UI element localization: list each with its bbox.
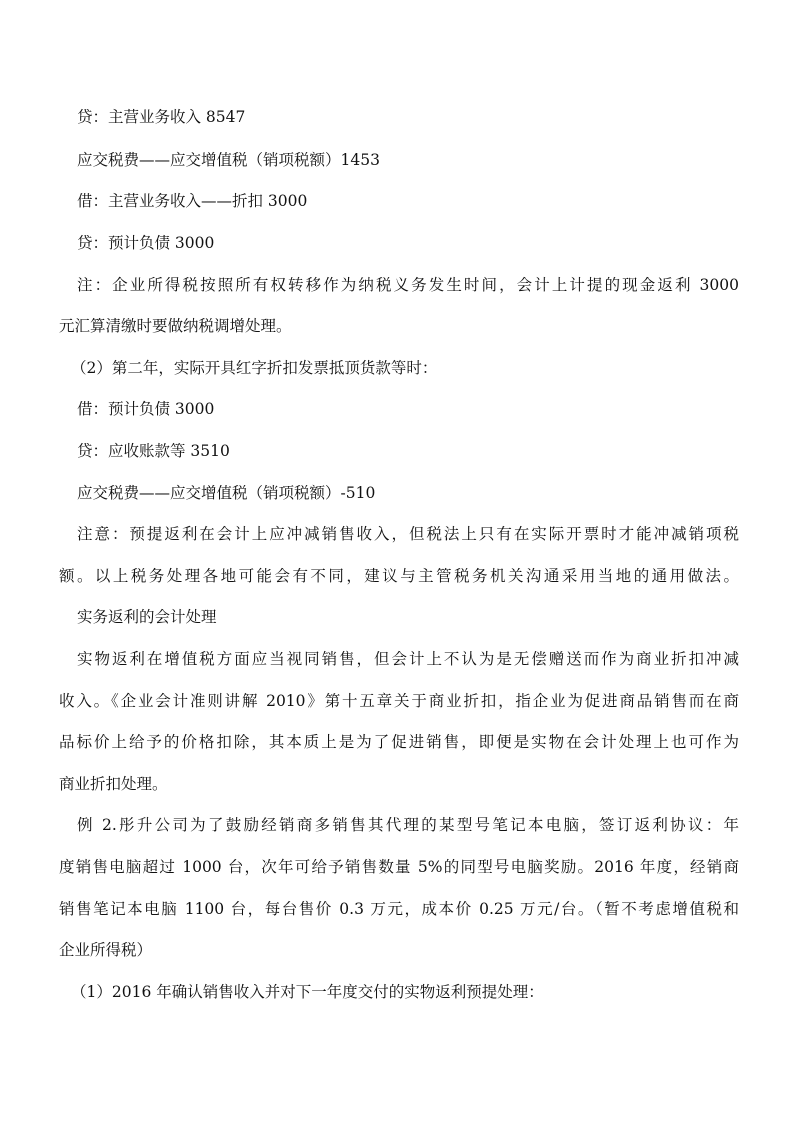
example-paragraph-line: 销售笔记本电脑 1100 台，每台售价 0.3 万元，成本价 0.25 万元/台。（暂不考虑增值税和 — [59, 900, 739, 918]
attention-paragraph-line: 注意：预提返利在会计上应冲减销售收入，但税法上只有在实际开票时才能冲减销项税 — [77, 525, 739, 543]
note-paragraph-line: 元汇算清缴时要做纳税调增处理。 — [59, 317, 292, 335]
attention-paragraph-line: 额。以上税务处理各地可能会有不同，建议与主管税务机关沟通采用当地的通用做法。 — [59, 567, 739, 585]
step-2-heading: （2）第二年，实际开具红字折扣发票抵顶货款等时： — [71, 359, 438, 377]
journal-entry-credit-revenue: 贷：主营业务收入 8547 — [77, 108, 246, 126]
journal-entry-output-vat: 应交税费——应交增值税（销项税额）1453 — [77, 151, 380, 169]
body-paragraph-line: 实物返利在增值税方面应当视同销售，但会计上不认为是无偿赠送而作为商业折扣冲减 — [77, 650, 739, 668]
example-paragraph-line: 度销售电脑超过 1000 台，次年可给予销售数量 5%的同型号电脑奖励。2016 年度，经销商 — [59, 858, 739, 876]
section-heading: 实务返利的会计处理 — [77, 608, 217, 626]
journal-entry-credit-receivable: 贷：应收账款等 3510 — [77, 442, 230, 460]
example-paragraph-line: 例 2.彤升公司为了鼓励经销商多销售其代理的某型号笔记本电脑，签订返利协议：年 — [77, 816, 739, 834]
body-paragraph-line: 品标价上给予的价格扣除，其本质上是为了促进销售，即便是实物在会计处理上也可作为 — [59, 733, 739, 751]
body-paragraph-line: 商业折扣处理。 — [59, 775, 168, 793]
journal-entry-debit-discount: 借：主营业务收入——折扣 3000 — [77, 192, 308, 210]
journal-entry-debit-liability: 借：预计负债 3000 — [77, 400, 215, 418]
step-1-heading: （1）2016 年确认销售收入并对下一年度交付的实物返利预提处理： — [71, 983, 544, 1001]
body-paragraph-line: 收入。《企业会计准则讲解 2010》第十五章关于商业折扣，指企业为促进商品销售而在商 — [59, 692, 739, 710]
journal-entry-output-vat-negative: 应交税费——应交增值税（销项税额）-510 — [77, 484, 376, 502]
example-paragraph-line: 企业所得税） — [59, 941, 153, 959]
journal-entry-credit-liability: 贷：预计负债 3000 — [77, 234, 215, 252]
note-paragraph-line: 注：企业所得税按照所有权转移作为纳税义务发生时间，会计上计提的现金返利 3000 — [77, 276, 739, 294]
